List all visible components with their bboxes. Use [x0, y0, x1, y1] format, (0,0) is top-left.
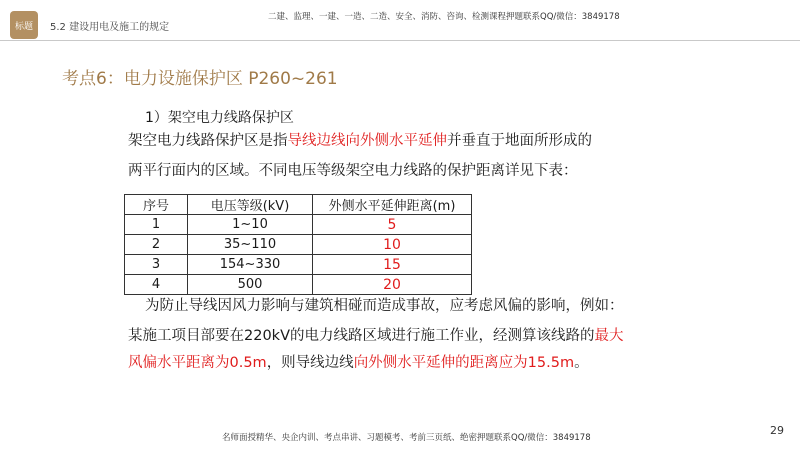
distance-table: [124, 194, 472, 295]
intro-line-1: [128, 130, 592, 152]
logo: 标题: [10, 11, 38, 39]
table-cell-voltage: 35~110: [188, 235, 313, 255]
footer-promo-text: 名师面授精华、央企内训、考点串讲、习题模考、考前三页纸、绝密押题联系QQ/微信：3849178: [222, 433, 591, 443]
table-cell-distance: 5: [313, 215, 472, 235]
table-header-cell: 电压等级(kV): [188, 195, 313, 215]
example-line-1: 为防止导线因风力影响与建筑相碰而造成事故，应考虑风偏的影响，例如：: [145, 298, 624, 314]
page-number: 29: [770, 424, 784, 437]
example-highlight: 最大: [594, 328, 624, 344]
table-cell-index: 4: [125, 275, 188, 295]
example-highlight: 风偏水平距离为0.5m: [128, 355, 267, 371]
table-header-cell: 序号: [125, 195, 188, 215]
intro-highlight: 导线边线向外侧水平延伸: [287, 133, 447, 149]
table-cell-index: 3: [125, 255, 188, 275]
table-cell-distance: 10: [313, 235, 472, 255]
intro-text-a: 架空电力线路保护区是指: [128, 133, 288, 149]
intro-line-2: 两平行面内的区域。不同电压等级架空电力线路的保护距离详见下表：: [128, 163, 578, 179]
table-header-row: [125, 195, 472, 215]
chapter-label: 5.2 建设用电及施工的规定: [50, 22, 170, 33]
example-line-2: [128, 325, 624, 347]
table-cell-distance: 20: [313, 275, 472, 295]
table-cell-voltage: 154~330: [188, 255, 313, 275]
example-text: 某施工项目部要在220kV的电力线路区域进行施工作业，经测算该线路的: [128, 328, 595, 344]
header-promo-text: 二建、监理、一建、一造、二造、安全、消防、咨询、检测课程押题联系QQ/微信：3849178: [268, 12, 620, 22]
section-heading: 1）架空电力线路保护区: [145, 110, 294, 126]
example-text: 。: [574, 355, 589, 371]
example-text: ，则导线边线: [266, 355, 354, 371]
table-row: [125, 275, 472, 295]
example-highlight: 向外侧水平延伸的距离应为15.5m: [353, 355, 575, 371]
table-cell-voltage: 1~10: [188, 215, 313, 235]
intro-text-c: 并垂直于地面所形成的: [447, 133, 592, 149]
table-header-cell: 外侧水平延伸距离(m): [313, 195, 472, 215]
table-cell-distance: 15: [313, 255, 472, 275]
slide-title: 考点6：电力设施保护区 P260~261: [62, 69, 338, 89]
table-cell-index: 2: [125, 235, 188, 255]
header-divider: [0, 40, 800, 41]
example-line-3: [128, 352, 589, 374]
table-cell-voltage: 500: [188, 275, 313, 295]
table-row: [125, 235, 472, 255]
table-row: [125, 215, 472, 235]
table-cell-index: 1: [125, 215, 188, 235]
table-row: [125, 255, 472, 275]
